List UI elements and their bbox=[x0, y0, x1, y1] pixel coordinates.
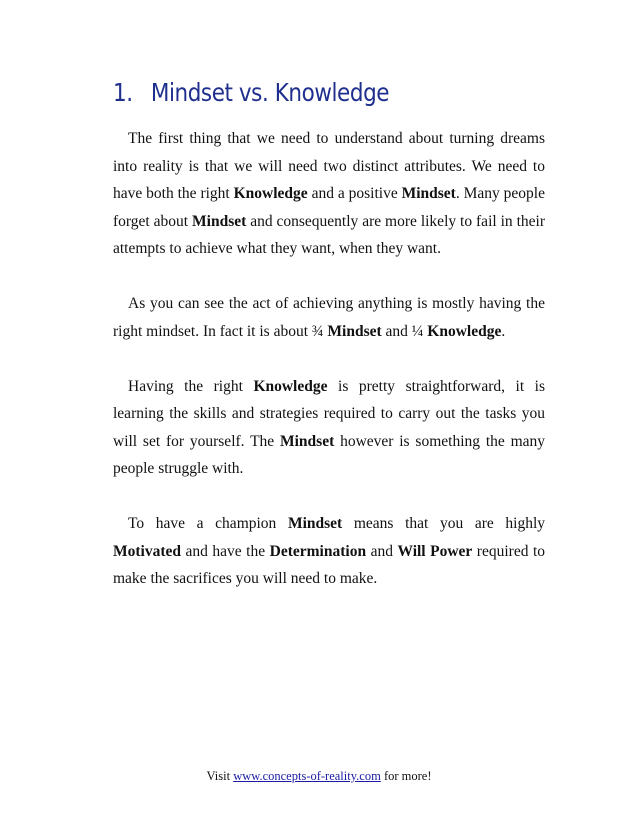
text-run: and bbox=[366, 542, 398, 560]
text-run: . bbox=[501, 322, 506, 340]
text-run: is pretty straightforward, it is learning the skills and strategies required to carry out the tasks you will set for yourself. The bbox=[113, 377, 546, 450]
bold-term: Mindset bbox=[280, 432, 335, 450]
text-run: and ¼ bbox=[381, 322, 428, 340]
text-run: means that you are highly bbox=[342, 515, 546, 532]
text-run: and have the bbox=[181, 542, 270, 560]
bold-term: Determination bbox=[269, 542, 367, 560]
paragraph bbox=[113, 510, 545, 593]
bold-term: Knowledge bbox=[427, 322, 502, 340]
bold-term: Motivated bbox=[113, 542, 182, 560]
text-run: Having the right bbox=[128, 377, 254, 395]
body-text bbox=[113, 125, 545, 620]
bold-term: Mindset bbox=[192, 212, 247, 230]
bold-term: Mindset bbox=[327, 322, 382, 340]
text-run: As you can see the act of achieving anything is mostly having the right mindset. In fact it is about ¾ bbox=[113, 295, 545, 340]
text-run: The first thing that we need to understand about turning dreams into reality is that we will need two distinct attributes. We need to have both the right bbox=[113, 130, 545, 202]
bold-term: Knowledge bbox=[233, 185, 308, 202]
paragraph bbox=[113, 290, 545, 345]
text-run: and consequently are more likely to fail in their attempts to achieve what they want, when they want. bbox=[113, 212, 545, 257]
paragraph bbox=[113, 125, 545, 263]
bold-term: Mindset bbox=[287, 515, 343, 532]
paragraph bbox=[113, 373, 545, 483]
text-run: To have a champion bbox=[128, 515, 288, 532]
footer-prefix: Visit bbox=[206, 769, 234, 783]
section-number: 1. bbox=[113, 78, 133, 107]
bold-term: Knowledge bbox=[253, 377, 328, 395]
section-title: Mindset vs. Knowledge bbox=[150, 78, 390, 107]
text-run: . Many people forget about bbox=[113, 185, 545, 230]
footer-link[interactable]: www.concepts-of-reality.com bbox=[233, 769, 381, 783]
text-run: required to make the sacrifices you will need to make. bbox=[113, 542, 546, 587]
section-heading bbox=[113, 78, 389, 107]
bold-term: Will Power bbox=[397, 542, 473, 560]
footer-suffix: for more! bbox=[380, 769, 432, 783]
page-footer bbox=[0, 769, 638, 784]
text-run: however is something the many people struggle with. bbox=[113, 432, 546, 477]
text-run: and a positive bbox=[307, 185, 402, 202]
bold-term: Mindset bbox=[401, 185, 456, 202]
